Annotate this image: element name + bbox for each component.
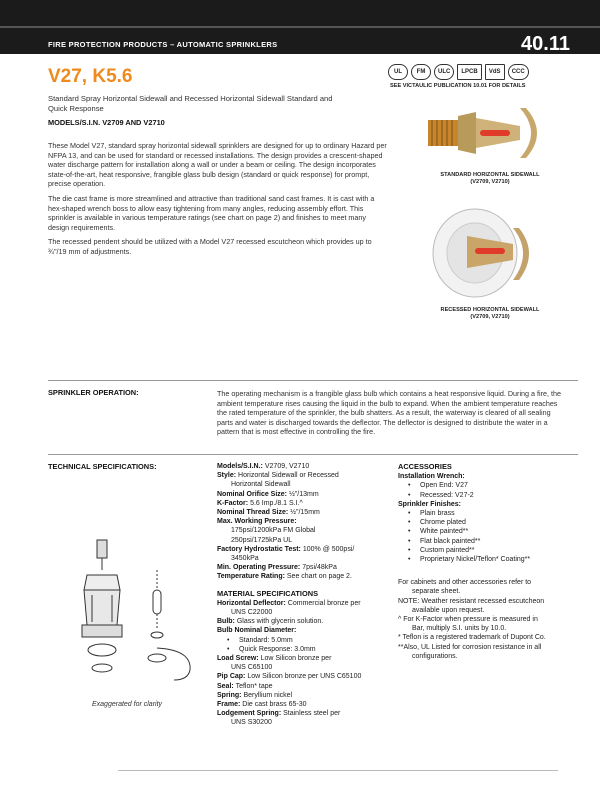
mat-frame: Frame: Die cast brass 65-30 [217,701,307,709]
list-item: • Recessed: V27-2 [398,491,573,500]
list-item: • Flat black painted** [398,537,573,546]
cap-part [148,654,166,662]
kfactor-footnote: ^ For K-Factor when pressure is measured in [398,616,538,624]
caption-line: (V2709, V2710) [470,314,510,320]
bulb-part [153,590,161,614]
list-item: • Proprietary Nickel/Teflon* Coating** [398,555,573,564]
material-specs-heading: MATERIAL SPECIFICATIONS [217,588,319,598]
intro-paragraph: These Model V27, standard spray horizontal sidewall sprinklers are designed for up to ordinary Hazard per NFPA 13, and can be used for standard or recessed installations. The design provides a crescent-shaped water discharge pattern for installation along a wall or under a beam or ceiling. The design incorporates state-of-the-art, heat responsive, frangible glass bulb design (standard or quick response) for prompt, precise operation. [48,141,387,189]
mat-seal: Seal: Teflon* tape [217,682,273,690]
list-item: • Plain brass [398,509,573,518]
intro-paragraph: The recessed pendent should be utilized with a Model V27 recessed escutcheon which provides up to ¾"/19 mm of adjustments. [48,237,372,256]
list-item: • Chrome plated [398,518,573,527]
mat-lodgement-cont: UNS S30200 [231,719,272,727]
deflector [520,108,537,158]
wrench-label: Installation Wrench: [398,473,465,481]
ulc-mark: ULC [434,64,454,80]
diagram-parts [82,540,190,680]
spec-thread: Nominal Thread Size: ½"/15mm [217,509,320,517]
ul-footnote: **Also, UL Listed for corrosion resistance in all [398,643,542,651]
spec-pressure-fm: 175psi/1200kPa FM Global [231,527,316,535]
fm-mark: FM [411,64,431,80]
mat-deflector-cont: UNS C22000 [231,609,273,617]
header-divider [0,26,600,28]
spec-kfactor: K-Factor: 5.6 Imp./8.1 S.I.^ [217,499,303,507]
hex-boss [458,112,476,154]
certification-marks [388,64,529,80]
mat-spring: Spring: Beryllium nickel [217,691,293,699]
seal-part [88,644,116,656]
spec-pressure: Max. Working Pressure: [217,518,297,526]
frame-top-part [84,575,120,590]
spec-style-cont: Horizontal Sidewall [231,481,291,489]
spec-hydro: Factory Hydrostatic Test: 100% @ 500psi/ [217,545,355,553]
models-heading: MODELS/S.I.N. V2709 AND V2710 [48,118,165,127]
product-title: V27, K5.6 [48,66,133,87]
cabinets-note-cont: separate sheet. [412,588,461,596]
cabinets-note: For cabinets and other accessories refer to [398,579,532,587]
photo-caption-standard [410,172,570,186]
spec-style: Style: Horizontal Sidewall or Recessed [217,472,339,480]
section-divider [48,454,578,455]
list-item: • White painted** [398,527,573,536]
teflon-footnote: * Teflon is a registered trademark of Dupont Co. [398,634,546,642]
mat-load-screw-cont: UNS C65100 [231,664,273,672]
mat-pip-cap: Pip Cap: Low Silicon bronze per UNS C65100 [217,673,362,681]
glass-bulb [480,130,510,136]
recessed-sidewall-photo [425,198,545,303]
footer-divider [118,770,558,771]
technical-specifications-heading: TECHNICAL SPECIFICATIONS: [48,462,157,471]
spec-hydro-cont: 3450kPa [231,555,259,563]
spec-models: Models/S.I.N.: V2709, V2710 [217,463,310,470]
frame-body-part [84,590,120,625]
mat-lodgement: Lodgement Spring: Stainless steel per [217,710,341,718]
spec-orifice: Nominal Orifice Size: ½"/13mm [217,490,319,498]
spec-pressure-ul: 250psi/1725kPa UL [231,536,293,544]
see-publication-note: SEE VICTAULIC PUBLICATION 10.01 FOR DETAILS [390,83,526,89]
mat-diameter: Bulb Nominal Diameter: [217,627,297,635]
list-item: • Standard: 5.0mm [217,636,392,645]
vds-mark: VdS [485,64,505,80]
ul-footnote-cont: configurations. [412,652,458,660]
section-title: FIRE PROTECTION PRODUCTS – AUTOMATIC SPRINKLERS [48,40,278,49]
spring-part [151,632,163,638]
load-screw-part [97,540,107,558]
section-divider [48,380,578,381]
list-item: • Open End: V27 [398,481,573,490]
accessories-column [398,462,573,661]
photo-caption-recessed [410,307,570,321]
ccc-mark: CCC [508,64,529,80]
finishes-label: Sprinkler Finishes: [398,500,462,508]
mat-deflector: Horizontal Deflector: Commercial bronze per [217,599,361,607]
lpcb-mark: LPCB [457,64,481,80]
escutcheon-note: NOTE: Weather resistant recessed escutcheon [398,597,545,605]
ul-mark: UL [388,64,408,80]
sprinkler-operation-text: The operating mechanism is a frangible glass bulb which contains a heat responsive liquid. During a fire, the ambient temperature rises causing the liquid in the bulb to expand. When the ambient temperature reaches the rated temperature of the sprinkler, the bulb shatters. As a result, the waterway is cleared of all sealing parts and water is discharged towards the deflector. The deflector is designed to distribute the water in a pattern that is most effective in controlling the fire. [217,389,561,437]
kfactor-footnote-cont: Bar, multiply S.I. units by 10.0. [412,625,507,633]
spec-min-pressure: Min. Operating Pressure: 7psi/48kPa [217,564,337,572]
caption-line: RECESSED HORIZONTAL SIDEWALL [440,307,540,313]
sprinkler-operation-heading: SPRINKLER OPERATION: [48,388,139,397]
glass-bulb [475,248,505,254]
list-item: • Custom painted** [398,546,573,555]
standard-sidewall-photo [420,98,560,168]
diagram-caption: Exaggerated for clarity [92,701,163,708]
product-subtitle: Standard Spray Horizontal Sidewall and Recessed Horizontal Sidewall Standard and Quick Response [48,94,333,113]
intro-text [48,141,388,262]
mat-bulb: Bulb: Glass with glycerin solution. [217,618,324,626]
escutcheon-note-cont: available upon request. [412,606,485,614]
intro-paragraph: The die cast frame is more streamlined and attractive than traditional sand cast frames. It is cast with a hex-shaped wrench boss to allow easy tightening from many angles, reducing assembly effort. This sprinkler is available in various temperature ratings (see chart on page 2) and finishes to meet many design requirements. [48,193,375,232]
deflector-part [157,648,190,680]
exploded-sprinkler-diagram [62,530,212,700]
spec-temperature: Temperature Rating: See chart on page 2. [217,573,352,581]
caption-line: (V2709, V2710) [470,179,510,185]
accessories-heading: ACCESSORIES [398,462,452,471]
list-item: • Quick Response: 3.0mm [217,645,392,654]
thread-part [82,625,122,637]
caption-line: STANDARD HORIZONTAL SIDEWALL [440,172,540,178]
mat-load-screw: Load Screw: Low Silicon bronze per [217,655,332,663]
technical-specs-column [217,462,392,728]
pip-cap-part [92,664,112,672]
page-number: 40.11 [521,33,570,55]
